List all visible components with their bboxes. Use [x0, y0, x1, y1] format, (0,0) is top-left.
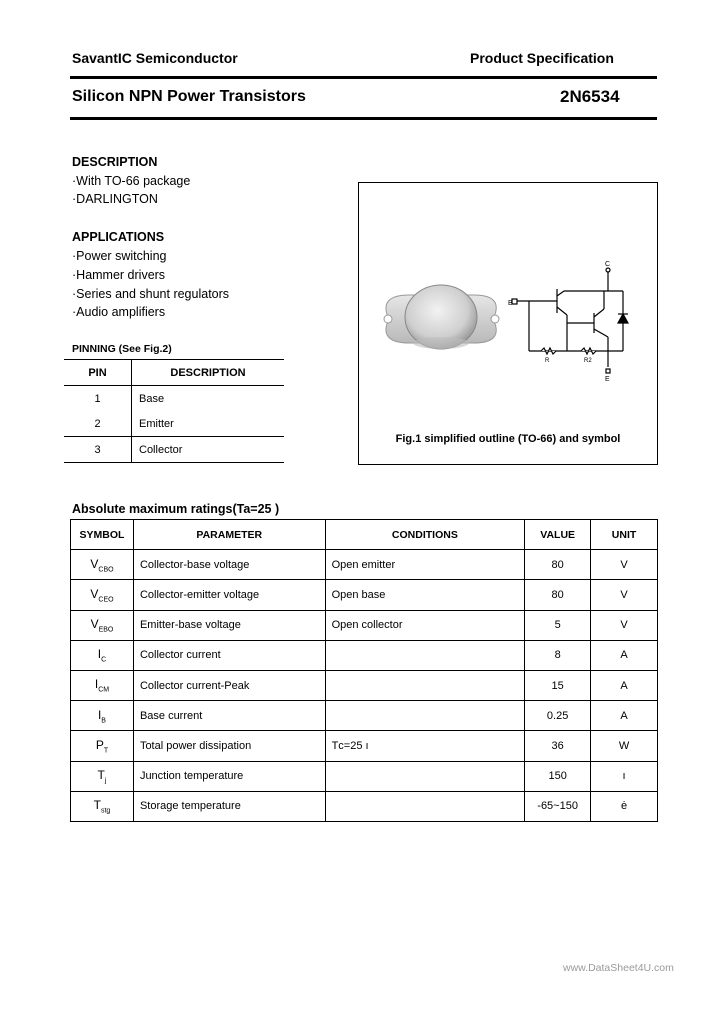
table-row — [71, 761, 658, 791]
symbol-main: V — [90, 586, 99, 601]
parameter-cell: Storage temperature — [133, 791, 325, 821]
unit-cell: ı — [591, 761, 658, 791]
symbol-subscript: stg — [100, 807, 111, 815]
application-item: ·Power switching — [72, 249, 167, 263]
package-and-symbol — [359, 183, 657, 423]
doc-title: Silicon NPN Power Transistors — [72, 88, 306, 105]
unit-cell: A — [591, 640, 658, 670]
darlington-symbol — [512, 268, 628, 373]
pin-number: 1 — [64, 386, 132, 412]
parameter-cell: Collector current-Peak — [133, 670, 325, 700]
symbol-subscript: CM — [98, 686, 110, 694]
symbol-subscript: EBO — [98, 626, 114, 634]
base-label: B — [508, 300, 513, 307]
pinning-heading: PINNING (See Fig.2) — [72, 343, 172, 355]
ratings-table — [70, 519, 658, 822]
watermark-footer: www.DataSheet4U.com — [563, 962, 674, 974]
table-row — [71, 670, 658, 700]
value-cell: 80 — [525, 580, 591, 610]
unit-cell: V — [591, 610, 658, 640]
description-item: ·DARLINGTON — [72, 192, 158, 206]
value-cell: 36 — [525, 731, 591, 761]
conditions-column-header: CONDITIONS — [325, 520, 525, 550]
parameter-cell: Collector current — [133, 640, 325, 670]
unit-cell: ė — [591, 791, 658, 821]
ratings-header-row — [71, 520, 658, 550]
unit-cell: A — [591, 670, 658, 700]
symbol-subscript: C — [101, 656, 107, 664]
table-row — [71, 610, 658, 640]
symbol-main: P — [95, 737, 104, 752]
pinning-header-row — [64, 360, 284, 386]
table-row — [71, 550, 658, 580]
unit-cell: V — [591, 550, 658, 580]
application-item: ·Hammer drivers — [72, 268, 166, 282]
collector-label: C — [605, 261, 611, 268]
unit-cell: W — [591, 731, 658, 761]
conditions-cell: Open base — [325, 580, 525, 610]
symbol-main: T — [97, 767, 105, 782]
value-cell: 8 — [525, 640, 591, 670]
symbol-main: V — [90, 616, 99, 631]
value-cell: 15 — [525, 670, 591, 700]
title-rule — [70, 117, 657, 120]
unit-column-header: UNIT — [591, 520, 658, 550]
ratings-heading: Absolute maximum ratings(Ta=25 ) — [72, 502, 280, 516]
parameter-cell: Junction temperature — [133, 761, 325, 791]
symbol-cell — [71, 701, 134, 731]
parameter-column-header: PARAMETER — [133, 520, 325, 550]
application-item: ·Series and shunt regulators — [72, 287, 230, 301]
symbol-main: I — [97, 707, 102, 722]
parameter-cell: Collector-emitter voltage — [133, 580, 325, 610]
conditions-cell — [325, 791, 525, 821]
table-row — [71, 731, 658, 761]
figure-box — [358, 182, 658, 465]
symbol-cell — [71, 610, 134, 640]
header-rule — [70, 76, 657, 79]
emitter-label: E — [605, 376, 610, 383]
symbol-main: V — [90, 556, 99, 571]
symbol-cell — [71, 731, 134, 761]
symbol-subscript: CBO — [98, 565, 114, 573]
symbol-subscript: T — [103, 747, 109, 755]
table-row — [64, 437, 284, 463]
table-row — [71, 701, 658, 731]
conditions-cell: Tᴄ=25 ı — [325, 731, 525, 761]
application-item: ·Audio amplifiers — [72, 305, 166, 319]
symbol-main: T — [93, 798, 101, 813]
pin-description: Collector — [132, 437, 285, 463]
table-row — [71, 580, 658, 610]
pin-description: Base — [139, 392, 165, 405]
value-cell: -65~150 — [525, 791, 591, 821]
description-item: ·With TO-66 package — [72, 174, 191, 188]
symbol-subscript: CEO — [98, 596, 114, 604]
spec-label: Product Specification — [470, 50, 614, 66]
pin-column-header: PIN — [64, 360, 132, 386]
conditions-cell — [325, 701, 525, 731]
symbol-cell — [71, 580, 134, 610]
desc-column-header: DESCRIPTION — [132, 360, 285, 386]
figure-caption: Fig.1 simplified outline (TO-66) and symbol — [395, 433, 621, 445]
resistor-r1-label: R — [545, 358, 550, 364]
symbol-cell — [71, 640, 134, 670]
table-row — [64, 386, 284, 412]
value-column-header: VALUE — [525, 520, 591, 550]
symbol-column-header: SYMBOL — [71, 520, 134, 550]
symbol-subscript: j — [104, 777, 107, 785]
value-cell: 5 — [525, 610, 591, 640]
conditions-cell: Open emitter — [325, 550, 525, 580]
company-name: SavantIC Semiconductor — [72, 50, 238, 66]
conditions-cell — [325, 761, 525, 791]
parameter-cell: Total power dissipation — [133, 731, 325, 761]
parameter-cell: Base current — [133, 701, 325, 731]
value-cell: 0.25 — [525, 701, 591, 731]
pin-number: 3 — [64, 437, 132, 463]
unit-cell: V — [591, 580, 658, 610]
conditions-cell — [325, 640, 525, 670]
pin-description: Emitter — [132, 411, 285, 437]
resistor-r2-label: R2 — [584, 358, 592, 364]
parameter-cell: Emitter-base voltage — [133, 610, 325, 640]
symbol-cell — [71, 791, 134, 821]
symbol-cell — [71, 761, 134, 791]
conditions-cell: Open collector — [325, 610, 525, 640]
symbol-main: I — [97, 647, 102, 662]
to66-package-image — [384, 285, 499, 349]
pin-number: 2 — [64, 411, 132, 437]
conditions-cell — [325, 670, 525, 700]
unit-cell: A — [591, 701, 658, 731]
symbol-subscript: B — [101, 716, 106, 724]
part-number: 2N6534 — [560, 87, 620, 106]
table-row — [71, 791, 658, 821]
value-cell: 150 — [525, 761, 591, 791]
applications-heading: APPLICATIONS — [72, 230, 165, 244]
parameter-cell: Collector-base voltage — [133, 550, 325, 580]
value-cell: 80 — [525, 550, 591, 580]
symbol-main: I — [94, 677, 99, 692]
description-heading: DESCRIPTION — [72, 155, 158, 169]
symbol-cell — [71, 670, 134, 700]
table-row — [64, 411, 284, 437]
pinning-table — [64, 359, 284, 463]
symbol-cell — [71, 550, 134, 580]
table-row — [71, 640, 658, 670]
